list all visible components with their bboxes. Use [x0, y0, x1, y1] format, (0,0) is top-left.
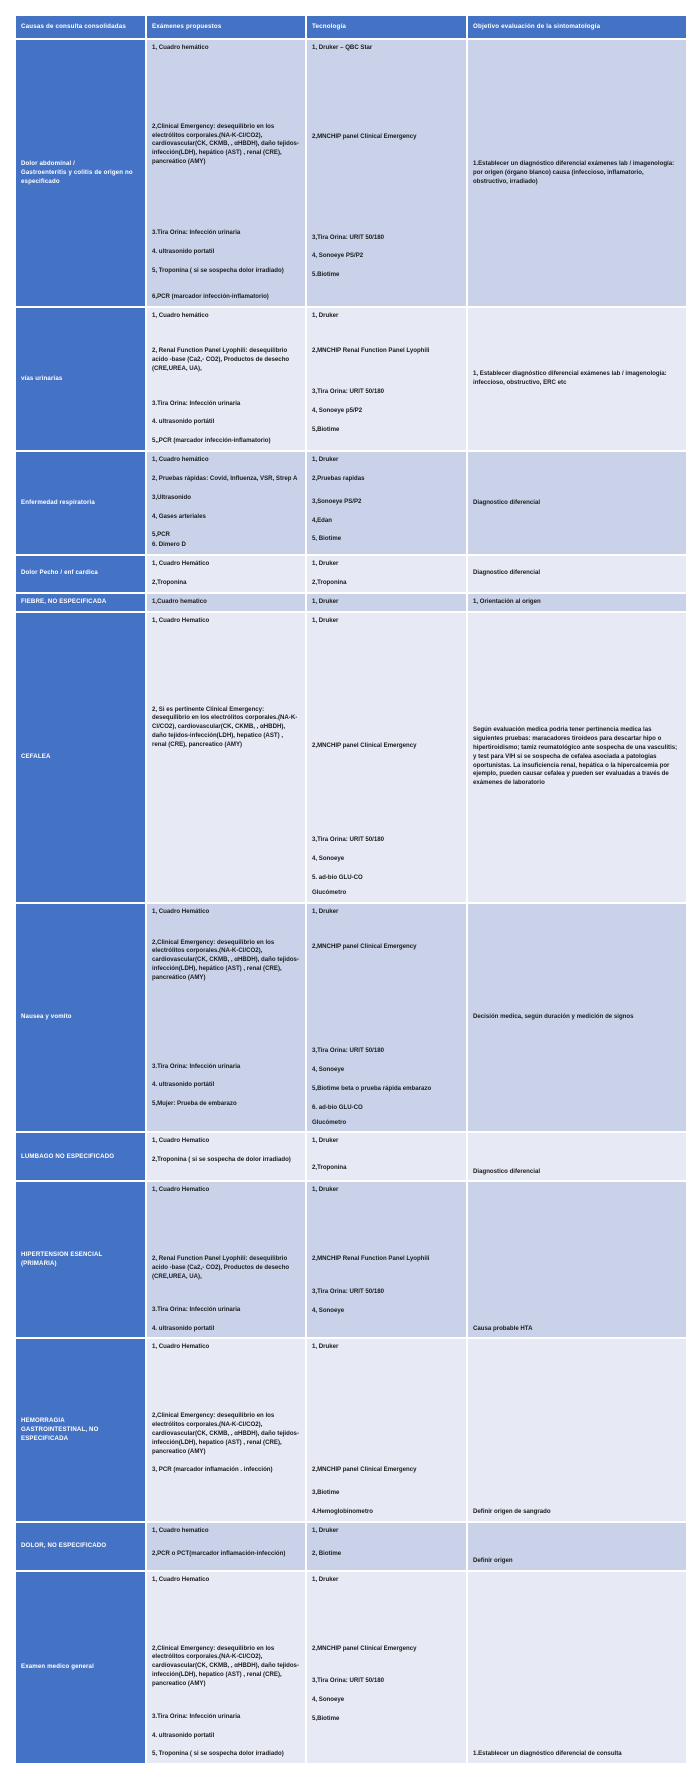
spacer: [312, 845, 460, 855]
exam-item: 5, Troponina ( si se sospecha dolor irradiado): [152, 1750, 284, 1758]
exam-item: 1, Cuadro Hematico: [152, 1343, 210, 1351]
spacer: [312, 507, 460, 517]
exam-item: 1, Cuadro hemático: [152, 44, 209, 51]
technology-item: Glucómetro: [312, 1118, 347, 1126]
exam-item: 1, Cuadro Hemático: [152, 907, 210, 915]
objective-text: Definir origen de sangrado: [473, 1507, 551, 1515]
exam-item: 3.Tira Orina: Infección urinaria: [152, 1062, 241, 1070]
cause-cell: [16, 40, 145, 306]
objective-cell: [468, 1133, 686, 1180]
technology-item: 2,MNCHIP panel Clinical Emergency: [312, 942, 417, 950]
exam-item: 5,PCR: [152, 531, 170, 539]
exam-item: 2,Clinical Emergency: desequilibrio en los electrólitos corporales.(NA-K-Cl/CO2), cardiovascular(CK, CKMB, , αHBDH), daño tejidos-infección(LDH), hepático (AST) , renal (CRE), pancreático (AMY): [152, 122, 299, 166]
spacer: [152, 1585, 299, 1645]
exam-item: 1, Cuadro Hematico: [152, 1575, 210, 1583]
spacer: [312, 626, 460, 742]
objective-text: Causa probable HTA: [473, 1324, 533, 1332]
spacer: [152, 167, 299, 229]
table-body: [16, 40, 686, 1763]
technology-cell: [307, 904, 466, 1132]
objective-cell: [468, 556, 686, 592]
objective-text: Según evaluación medica podria tener pertinencia medica las siguientes pruebas: maracadores tiroideos para descartar hipo o hipertiroidismo; tamiz reumatológico ante sospecha de una vasculitis; y test para VIH si se sospecha de cefalea asociada a patologias oportunistas. La insuficiencia renal, hepática o la hipercalcemia por ejemplo, pueden causar cefalea y pueden ser evaluadas a través de exámenes de laboratorio: [473, 726, 678, 787]
exam-item: 5,Mujer: Prueba de embarazo: [152, 1100, 237, 1108]
table-row: [16, 1523, 686, 1570]
technology-item: 4, Sonoeye PS/P2: [312, 252, 364, 260]
objective-text: Definir origen: [473, 1556, 513, 1564]
exams-cell: [147, 1339, 305, 1520]
spacer: [312, 261, 460, 271]
spacer: [312, 1094, 460, 1104]
spacer: [152, 1071, 299, 1081]
spacer: [152, 1740, 299, 1750]
technology-item: 3,Tira Orina: URIT 50/180: [312, 387, 385, 395]
technology-item: 3,Tira Orina: URIT 50/180: [312, 1047, 385, 1055]
cause-label: Dolor Pecho / enf cardica: [21, 569, 98, 577]
table-row: [16, 308, 686, 450]
cause-cell: [16, 1182, 145, 1337]
exam-item: 2, Si es pertinente Clinical Emergency: desequilibrio en los electrólitos corporales.(NA-K-Cl/CO2), cardiovascular(CK, CKMB, , αHBDH), daño tejidos-infección(LDH), hepatico (AST) , renal (CRE), pancreatico (AMY): [152, 705, 298, 748]
exams-cell: [147, 1133, 305, 1180]
table-row: [16, 1339, 686, 1520]
exam-item: 4, Gases arteriales: [152, 512, 206, 520]
column-header-objective: Objetivo evaluación de la sintomatología: [468, 16, 686, 38]
exam-item: 4. ultrasonido portatil: [152, 1324, 215, 1332]
technology-item: 2,MNCHIP panel Clinical Emergency: [312, 1466, 417, 1474]
spacer: [312, 321, 460, 347]
spacer: [312, 1146, 460, 1164]
exam-item: 2, Renal Function Panel Lyophili: desequilibrio acido -base (Ca2,- CO2), Productos de desecho (CRE,UREA, UA),: [152, 1255, 290, 1280]
exam-item: 2,Clinical Emergency: desequilibrio en los electrólitos corporales.(NA-K-Cl/CO2), cardiovascular(CK, CKMB, , αHBDH), daño tejidos-infección(LDH), hepático (AST) , renal (CRE), pancreático (AMY): [152, 938, 299, 981]
cause-label: LUMBAGO NO ESPECIFICADO: [21, 1152, 115, 1160]
technology-item: 1, Druker: [312, 1137, 339, 1145]
table-row: [16, 594, 686, 611]
exam-item: 3, PCR (marcador inflamación . infección): [152, 1466, 273, 1474]
exam-item: 1,Cuadro hematico: [152, 597, 207, 605]
spacer: [152, 1195, 299, 1255]
spacer: [312, 917, 460, 943]
exam-item: 2,Troponina: [152, 578, 187, 586]
objective-text: Diagnostico diferencial: [473, 498, 541, 506]
exam-item: 1, Cuadro hematico: [152, 1526, 209, 1534]
technology-item: Glucómetro: [312, 888, 347, 896]
exams-cell: [147, 613, 305, 902]
spacer: [152, 1090, 299, 1100]
spacer: [312, 465, 460, 475]
cause-label: Enfermedad respiratoria: [21, 498, 95, 506]
exam-item: 3.Tira Orina: Infección urinaria: [152, 228, 241, 236]
table-row: [16, 613, 686, 902]
exam-item: 3,Ultrasonido: [152, 493, 191, 501]
technology-item: 2,MNCHIP Renal Function Panel Lyophili: [312, 347, 430, 355]
spacer: [152, 917, 299, 939]
cause-label: DOLOR, NO ESPECIFICADO: [21, 1541, 107, 1549]
cause-label: ESPECIFICADA: [21, 1434, 69, 1442]
spacer: [152, 275, 299, 293]
spacer: [152, 1282, 299, 1306]
spacer: [152, 521, 299, 531]
technology-item: 3,Sonoeye PS/P2: [312, 497, 362, 505]
exam-item: 2,PCR o PCT(marcador inflamación-infección): [152, 1549, 286, 1557]
cause-label: Nausea y vomito: [21, 1013, 72, 1021]
technology-item: 2,Pruebas rapidas: [312, 474, 365, 482]
technology-item: 4,Edan: [312, 516, 332, 524]
technology-item: 3,Tira Orina: URIT 50/180: [312, 1677, 385, 1685]
objective-text: Diagnostico diferencial: [473, 1167, 541, 1175]
spacer: [312, 53, 460, 133]
spacer: [312, 1653, 460, 1677]
spacer: [312, 1705, 460, 1715]
technology-cell: [307, 1133, 466, 1180]
spacer: [312, 142, 460, 234]
spacer: [152, 503, 299, 513]
technology-item: 1, Druker: [312, 907, 339, 915]
technology-item: 5,Biotime: [312, 1715, 340, 1723]
cause-cell: [16, 452, 145, 554]
spacer: [152, 321, 299, 347]
spacer: [152, 1456, 299, 1466]
spacer: [312, 864, 460, 874]
technology-item: 1, Druker: [312, 1526, 339, 1534]
objective-cell: [468, 1182, 686, 1337]
technology-item: 5,Biotime: [312, 425, 340, 433]
table-row: [16, 556, 686, 592]
exam-item: 5, Troponina ( si se sospecha dolor irradiado): [152, 266, 284, 274]
column-header-exams: Exámenes propuestos: [147, 16, 305, 38]
cause-label: FIEBRE, NO ESPECIFICADA: [21, 597, 107, 605]
cause-cell: [16, 1523, 145, 1570]
objective-cell: [468, 904, 686, 1132]
technology-cell: [307, 1572, 466, 1763]
table-row: [16, 1182, 686, 1337]
table-row: [16, 1133, 686, 1180]
table-row: [16, 1572, 686, 1763]
technology-item: 1, Druker: [312, 1575, 339, 1583]
technology-item: 2,MNCHIP panel Clinical Emergency: [312, 132, 417, 140]
objective-cell: [468, 40, 686, 306]
column-header-causes: Causas de consulta consolidadas: [16, 16, 145, 38]
technology-item: 5,Biotime beta o prueba rápida embarazo: [312, 1084, 432, 1092]
exam-item: 2,Troponina ( si se sospecha de dolor irradiado): [152, 1156, 291, 1164]
exams-cell: [147, 1182, 305, 1337]
technology-item: 1, Druker: [312, 597, 339, 605]
spacer: [312, 1264, 460, 1288]
cause-cell: [16, 1572, 145, 1763]
technology-cell: [307, 40, 466, 306]
technology-item: 2,MNCHIP Renal Function Panel Lyophili: [312, 1255, 430, 1263]
exam-item: 2,Clinical Emergency: desequilibrio en los electrólitos corporales.(NA-K-Cl/CO2), cardiovascular(CK, CKMB, , αHBDH), daño tejidos-infección(LDH), hepatico (AST) , renal (CRE), pancreatico (AMY): [152, 1412, 299, 1455]
exam-item: 4. ultrasonido portátil: [152, 1081, 215, 1089]
objective-cell: [468, 1339, 686, 1520]
technology-item: 5. ad-bio GLU-CO: [312, 874, 363, 882]
exam-item: 4. ultrasonido portátil: [152, 418, 215, 426]
exam-item: 3.Tira Orina: Infección urinaria: [152, 399, 241, 407]
spacer: [152, 465, 299, 475]
technology-item: 4, Sonoeye: [312, 1306, 345, 1314]
cause-cell: [16, 556, 145, 592]
spacer: [312, 416, 460, 426]
technology-item: 2,MNCHIP panel Clinical Emergency: [312, 1644, 417, 1652]
exams-cell: [147, 1523, 305, 1570]
spacer: [312, 1686, 460, 1696]
cause-cell: [16, 1339, 145, 1520]
technology-item: 4.Hemoglobinometro: [312, 1507, 373, 1515]
spacer: [312, 1536, 460, 1550]
technology-cell: [307, 1523, 466, 1570]
technology-cell: [307, 613, 466, 902]
spacer: [152, 484, 299, 494]
cause-label: HIPERTENSION ESENCIAL: [21, 1251, 103, 1259]
exam-item: 3.Tira Orina: Infección urinaria: [152, 1305, 241, 1313]
technology-item: 1, Druker: [312, 312, 339, 320]
spacer: [152, 1315, 299, 1325]
technology-item: 4, Sonoeye: [312, 855, 345, 863]
exams-cell: [147, 308, 305, 450]
exams-cell: [147, 1572, 305, 1763]
technology-item: 4, Sonoeye p5/P2: [312, 406, 363, 414]
technology-cell: [307, 594, 466, 611]
technology-cell: [307, 452, 466, 554]
technology-cell: [307, 1339, 466, 1520]
exams-cell: [147, 904, 305, 1132]
spacer: [152, 427, 299, 437]
technology-item: 3,Biotime: [312, 1489, 340, 1497]
technology-item: 4, Sonoeye: [312, 1696, 345, 1704]
spacer: [152, 983, 299, 1063]
technology-item: 5, Biotime: [312, 535, 342, 543]
technology-cell: [307, 556, 466, 592]
spacer: [152, 408, 299, 418]
objective-text: Diagnostico diferencial: [473, 569, 541, 577]
objective-cell: [468, 308, 686, 450]
objective-cell: [468, 452, 686, 554]
exam-item: 2, Renal Function Panel Lyophili: desequilibrio acido -base (Ca2,- CO2), Productos de desecho (CRE,UREA, UA),: [152, 347, 290, 372]
header-row: [16, 16, 686, 38]
exam-item: 2, Pruebas rápidas: Covid, Influenza, VSR, Strep A: [152, 474, 298, 482]
spacer: [312, 356, 460, 388]
cause-cell: [16, 1133, 145, 1180]
objective-text: 1.Establecer un diagnóstico diferencial exámenes lab / imagenología: por origen (órgano blanco) causa (infeccioso, inflamatorio, obstructivo, irradiado): [473, 159, 675, 185]
exam-item: 2,Clinical Emergency: desequilibrio en los electrólitos corporales.(NA-K-Cl/CO2), cardiovascular(CK, CKMB, , αHBDH), daño tejidos-infección(LDH), hepatico (AST) , renal (CRE), pancreatico (AMY): [152, 1644, 299, 1687]
spacer: [312, 1297, 460, 1307]
cause-label: Examen medico general: [21, 1663, 94, 1671]
objective-cell: [468, 1523, 686, 1570]
spacer: [312, 1475, 460, 1489]
cause-label: CEFALEA: [21, 752, 51, 760]
exam-item: 6,PCR (marcador infección-inflamatorio): [152, 293, 269, 301]
spacer: [152, 257, 299, 267]
exams-cell: [147, 452, 305, 554]
technology-item: 1, Druker: [312, 1186, 339, 1194]
spacer: [152, 1146, 299, 1156]
spacer: [312, 242, 460, 252]
spacer: [312, 1056, 460, 1066]
exam-item: 1, Cuadro Hematico: [152, 1137, 210, 1145]
objective-text: 1, Establecer diagnóstico diferencial exámenes lab / imagenología: infeccioso, obstructivo, ERC etc: [473, 370, 667, 387]
technology-cell: [307, 1182, 466, 1337]
objective-cell: [468, 594, 686, 611]
exam-item: 4. ultrasonido portatil: [152, 1731, 215, 1739]
spacer: [152, 1352, 299, 1412]
spacer: [312, 1352, 460, 1466]
technology-cell: [307, 308, 466, 450]
exams-cell: [147, 556, 305, 592]
table-header: [16, 16, 686, 38]
table-row: [16, 452, 686, 554]
spacer: [152, 1536, 299, 1550]
cause-cell: [16, 594, 145, 611]
technology-item: 5.Biotime: [312, 271, 340, 279]
exams-cell: [147, 40, 305, 306]
technology-item: 3,Tira Orina: URIT 50/180: [312, 1288, 385, 1296]
spacer: [312, 1195, 460, 1255]
cause-label: Dolor abdominal /: [21, 159, 76, 167]
objective-text: 1.Establecer un diagnóstico diferencial de consulta: [473, 1750, 622, 1758]
technology-item: 1, Druker: [312, 1343, 339, 1351]
exam-item: 4. ultrasonido portatil: [152, 247, 215, 255]
spacer: [312, 569, 460, 579]
spacer: [312, 397, 460, 407]
technology-item: 2,Troponina: [312, 578, 347, 586]
spacer: [152, 1689, 299, 1713]
technology-item: 3,Tira Orina: URIT 50/180: [312, 836, 385, 844]
exams-cell: [147, 594, 305, 611]
exam-item: 1, Cuadro Hematico: [152, 616, 210, 624]
technology-item: 2,MNCHIP panel Clinical Emergency: [312, 741, 417, 749]
spacer: [312, 1075, 460, 1085]
exam-item: 1, Cuadro hemático: [152, 456, 209, 464]
exam-item: 3.Tira Orina: Infección urinaria: [152, 1712, 241, 1720]
spacer: [152, 626, 299, 706]
table-row: [16, 904, 686, 1132]
technology-item: 1, Druker: [312, 456, 339, 464]
exam-item: 6. Dimero D: [152, 541, 186, 549]
technology-item: 1, Druker – QBC Star: [312, 44, 373, 51]
technology-item: 6. ad-bio GLU-CO: [312, 1103, 363, 1111]
spacer: [152, 53, 299, 123]
cause-cell: [16, 613, 145, 902]
cause-label: Gastroenteritis y colitis de origen no especificado: [21, 168, 133, 185]
objective-text: 1, Orientación al origen: [473, 597, 541, 605]
spacer: [312, 525, 460, 535]
spacer: [312, 484, 460, 498]
spacer: [312, 951, 460, 1047]
spacer: [152, 238, 299, 248]
spacer: [312, 1498, 460, 1508]
spacer: [152, 1722, 299, 1732]
column-header-technology: Tecnología: [307, 16, 466, 38]
exam-item: 1, Cuadro Hematico: [152, 1186, 210, 1194]
spacer: [312, 1585, 460, 1645]
technology-item: 3,Tira Orina: URIT 50/180: [312, 233, 385, 241]
technology-item: 1, Druker: [312, 560, 339, 568]
objective-cell: [468, 1572, 686, 1763]
objective-text: Decisión medica, según duración y medición de signos: [473, 1013, 634, 1021]
cause-label: vías urinarias: [21, 374, 63, 382]
cause-label: HEMORRAGIA: [21, 1416, 65, 1424]
technology-item: 2,Troponina: [312, 1164, 347, 1172]
consultation-causes-table: [14, 14, 688, 1765]
cause-cell: [16, 904, 145, 1132]
exam-item: 5,,PCR (marcador infección-inflamatorio): [152, 437, 271, 445]
spacer: [152, 374, 299, 400]
cause-label: GASTROINTESTINAL, NO: [21, 1425, 99, 1433]
technology-item: 2, Biotime: [312, 1549, 342, 1557]
technology-item: 1, Druker: [312, 616, 339, 624]
table-row: [16, 40, 686, 306]
cause-label: (PRIMARIA): [21, 1259, 57, 1267]
exam-item: 1, Cuadro Hemático: [152, 560, 210, 568]
technology-item: 4, Sonoeye: [312, 1066, 345, 1074]
spacer: [312, 750, 460, 836]
objective-cell: [468, 613, 686, 902]
spacer: [152, 569, 299, 579]
exam-item: 1, Cuadro hemático: [152, 312, 209, 320]
cause-cell: [16, 308, 145, 450]
